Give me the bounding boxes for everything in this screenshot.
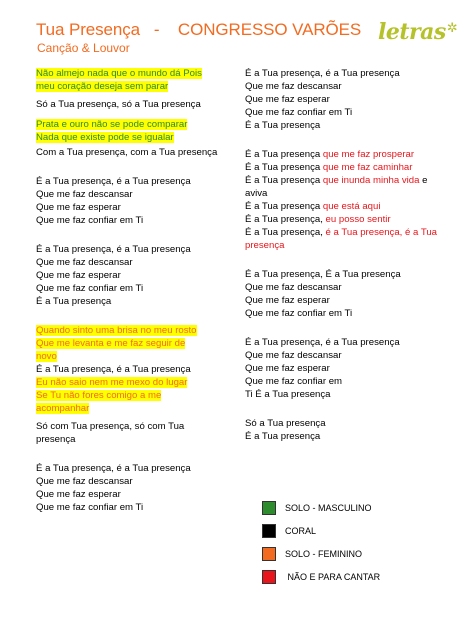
lyric-segment: É a Tua presença	[245, 149, 323, 160]
legend-label: CORAL	[285, 525, 317, 536]
lyric-line	[245, 119, 450, 132]
lyric-line	[36, 462, 241, 475]
lyric-segment: É a Tua presença	[36, 296, 112, 307]
lyric-line	[245, 106, 450, 119]
lyric-segment: novo	[36, 351, 57, 362]
lyric-segment: aviva	[245, 188, 268, 199]
color-legend	[262, 496, 380, 588]
lyric-line	[36, 337, 241, 350]
legend-label: NÃO E PARA CANTAR	[285, 571, 381, 582]
lyric-line	[245, 161, 450, 174]
lyric-line	[245, 417, 450, 430]
lyric-line	[36, 420, 241, 433]
legend-swatch	[262, 524, 276, 538]
lyric-segment: Só a Tua presença, só a Tua presença	[36, 99, 201, 110]
lyrics-right-column	[245, 67, 450, 443]
lyric-segment: Que me faz confiar em Ti	[245, 107, 353, 118]
lyric-line	[36, 363, 241, 376]
legend-swatch	[262, 570, 276, 584]
lyric-segment: Não almejo nada que o mundo dá Pois	[36, 68, 202, 79]
lyric-line	[245, 349, 450, 362]
lyric-segment: Se Tu não fores comigo a me	[36, 390, 162, 401]
lyric-segment: É a Tua presença	[245, 162, 323, 173]
lyric-line	[36, 131, 241, 144]
lyric-line	[36, 501, 241, 514]
lyric-segment: É a Tua presença,	[245, 214, 326, 225]
lyric-segment: Prata e ouro não se pode comparar	[36, 119, 188, 130]
page-title: Tua Presença - CONGRESSO VARÕES	[36, 20, 362, 39]
legend-label: SOLO - FEMININO	[285, 548, 363, 559]
lyric-segment: Que me faz esperar	[245, 363, 330, 374]
letras-logo[interactable]	[378, 18, 458, 46]
lyric-segment: Que me faz descansar	[36, 257, 133, 268]
lyric-segment: Que me faz esperar	[36, 202, 121, 213]
lyric-segment: que inunda minha vida	[322, 175, 420, 186]
lyric-segment: É a Tua presença, é a Tua presença	[245, 337, 400, 348]
lyric-segment: presença	[36, 434, 76, 445]
lyric-line	[36, 295, 241, 308]
lyric-line	[245, 307, 450, 320]
lyric-line	[245, 226, 450, 239]
lyric-line	[245, 388, 450, 401]
lyric-segment: Nada que existe pode se igualar	[36, 132, 174, 143]
lyric-segment: que me faz caminhar	[322, 162, 413, 173]
lyric-segment: Quando sinto uma brisa no meu rosto	[36, 325, 197, 336]
legend-item	[262, 542, 380, 565]
lyric-segment: Que me faz esperar	[245, 94, 330, 105]
lyric-segment: que me faz prosperar	[322, 149, 415, 160]
legend-label: SOLO - MASCULINO	[285, 502, 372, 513]
lyric-line	[245, 148, 450, 161]
lyric-line	[36, 201, 241, 214]
lyric-line	[245, 281, 450, 294]
lyric-line	[245, 268, 450, 281]
lyric-line	[245, 200, 450, 213]
lyric-segment: É a Tua presença, É a Tua presença	[245, 269, 401, 280]
lyric-segment: Só com Tua presença, só com Tua	[36, 421, 185, 432]
lyric-segment: Com a Tua presença, com a Tua presença	[36, 147, 218, 158]
lyric-segment: Que me faz esperar	[245, 295, 330, 306]
lyric-segment: que está aqui	[322, 201, 381, 212]
lyric-line	[36, 118, 241, 131]
lyric-line	[245, 174, 450, 187]
lyric-segment: e	[419, 175, 428, 186]
lyric-segment: é a Tua presença, é a Tua	[325, 227, 438, 238]
lyric-line	[36, 402, 241, 415]
lyric-segment: É a Tua presença	[245, 431, 321, 442]
lyric-line	[36, 282, 241, 295]
lyric-segment: Ti É a Tua presença	[245, 389, 331, 400]
lyric-segment: eu posso sentir	[325, 214, 391, 225]
lyric-line	[245, 362, 450, 375]
lyric-line	[245, 294, 450, 307]
lyric-line	[36, 269, 241, 282]
lyric-segment: Que me faz descansar	[36, 189, 133, 200]
lyric-line	[36, 350, 241, 363]
lyric-segment: Que me faz descansar	[36, 476, 133, 487]
lyric-line	[245, 213, 450, 226]
lyric-line	[36, 433, 241, 446]
lyric-segment: Que me faz confiar em Ti	[36, 502, 144, 513]
lyric-segment: É a Tua presença	[245, 120, 321, 131]
lyric-line	[36, 80, 241, 93]
lyric-segment: Que me faz esperar	[36, 270, 121, 281]
lyric-line	[36, 324, 241, 337]
lyric-line	[36, 376, 241, 389]
lyric-segment: Eu não saio nem me mexo do lugar	[36, 377, 188, 388]
lyric-segment: É a Tua presença, é a Tua presença	[36, 463, 191, 474]
lyric-line	[36, 243, 241, 256]
lyric-line	[36, 98, 241, 111]
legend-swatch	[262, 501, 276, 515]
lyric-segment: Só a Tua presença	[245, 418, 326, 429]
lyrics-left-column	[36, 67, 241, 514]
lyric-line	[36, 475, 241, 488]
lyric-segment: acompanhar	[36, 403, 90, 414]
legend-swatch	[262, 547, 276, 561]
lyric-line	[245, 67, 450, 80]
page-subtitle: Canção & Louvor	[37, 41, 130, 55]
star-icon: ✲	[446, 20, 458, 35]
lyric-line	[245, 93, 450, 106]
lyric-segment: É a Tua presença, é a Tua presença	[36, 244, 191, 255]
lyric-line	[36, 146, 241, 159]
legend-item	[262, 496, 380, 519]
lyric-line	[245, 187, 450, 200]
legend-item	[262, 565, 380, 588]
lyric-segment: Que me faz confiar em Ti	[245, 308, 353, 319]
lyric-line	[36, 188, 241, 201]
lyric-segment: meu coração deseja sem parar	[36, 81, 169, 92]
lyric-line	[245, 239, 450, 252]
lyric-segment: Que me faz descansar	[245, 282, 342, 293]
lyric-line	[245, 430, 450, 443]
lyric-line	[245, 80, 450, 93]
lyric-line	[245, 336, 450, 349]
logo-text: letras	[378, 19, 446, 45]
lyric-segment: É a Tua presença, é a Tua presença	[245, 68, 400, 79]
lyric-segment: presença	[245, 240, 285, 251]
lyric-line	[36, 214, 241, 227]
lyric-line	[36, 488, 241, 501]
lyric-segment: É a Tua presença, é a Tua presença	[36, 176, 191, 187]
lyric-line	[36, 67, 241, 80]
lyric-line	[245, 375, 450, 388]
lyric-segment: Que me levanta e me faz seguir de	[36, 338, 186, 349]
lyric-segment: Que me faz descansar	[245, 81, 342, 92]
lyric-segment: É a Tua presença,	[245, 227, 326, 238]
lyric-segment: Que me faz confiar em Ti	[36, 283, 144, 294]
lyric-line	[36, 175, 241, 188]
lyric-segment: Que me faz confiar em Ti	[36, 215, 144, 226]
lyric-segment: É a Tua presença, é a Tua presença	[36, 364, 191, 375]
lyric-segment: Que me faz descansar	[245, 350, 342, 361]
legend-item	[262, 519, 380, 542]
lyric-line	[36, 256, 241, 269]
lyric-segment: Que me faz esperar	[36, 489, 121, 500]
lyric-line	[36, 389, 241, 402]
lyric-segment: É a Tua presença	[245, 201, 323, 212]
lyric-segment: É a Tua presença	[245, 175, 323, 186]
lyric-segment: Que me faz confiar em	[245, 376, 343, 387]
